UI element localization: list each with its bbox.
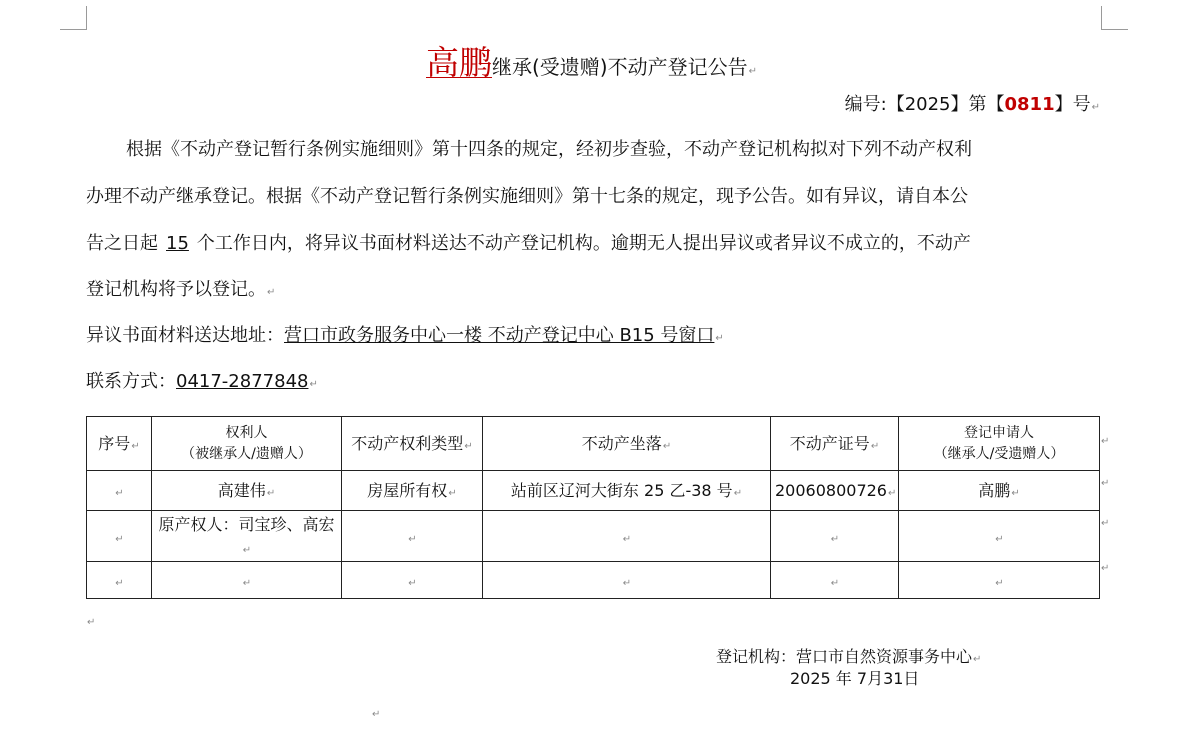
address-label: 异议书面材料送达地址： — [86, 325, 284, 346]
objection-address — [86, 321, 1104, 347]
body-text: 根据《不动产登记暂行条例实施细则》第十四条的规定，经初步查验，不动产登记机构拟对下列不动产权利 — [126, 139, 972, 160]
cell-location: 站前区辽河大街东 25 乙-38 号↵ — [483, 471, 771, 511]
row-end-mark-icon: ↵ — [1101, 563, 1110, 574]
notice-date — [790, 666, 919, 689]
page-corner-mark-top-right — [1101, 6, 1128, 30]
table-header-row — [87, 417, 1100, 471]
cell-holder: ↵ — [152, 562, 342, 599]
paragraph-mark-icon: ↵ — [309, 379, 318, 390]
cell-holder: 原产权人：司宝珍、高宏↵ — [152, 511, 342, 562]
cell-cert-no: ↵ — [771, 511, 899, 562]
footer-org-text: 登记机构：营口市自然资源事务中心 — [716, 647, 973, 666]
registration-org — [716, 644, 981, 667]
paragraph-mark-icon: ↵ — [715, 333, 724, 344]
doc-number-value: 0811 — [1004, 94, 1055, 115]
table-row — [87, 471, 1100, 511]
paragraph-mark-icon: ↵ — [1091, 102, 1100, 113]
cell-cert-no: 20060800726↵ — [771, 471, 899, 511]
paragraph-mark-icon: ↵ — [87, 617, 96, 628]
body-text: 个工作日内，将异议书面材料送达不动产登记机构。逾期无人提出异议或者异议不成立的，不动产 — [196, 233, 971, 254]
doc-number-suffix: 】号 — [1054, 94, 1091, 115]
contact-info — [86, 367, 1104, 393]
header-holder-title: 权利人 — [225, 424, 268, 441]
cell-holder: 高建伟↵ — [152, 471, 342, 511]
header-seq: 序号↵ — [87, 417, 152, 471]
body-line-3 — [86, 229, 1104, 255]
paragraph-mark-icon: ↵ — [748, 66, 757, 77]
property-table — [86, 416, 1100, 599]
body-text: 登记机构将予以登记。 — [86, 279, 266, 300]
contact-label: 联系方式： — [86, 371, 176, 392]
table-row — [87, 562, 1100, 599]
cell-cert-no: ↵ — [771, 562, 899, 599]
doc-number-prefix: 编号:【2025】第【 — [844, 94, 1005, 115]
cell-applicant: 高鹏↵ — [899, 471, 1100, 511]
body-text: 告之日起 — [86, 233, 158, 254]
document-number — [845, 90, 1100, 116]
cell-location: ↵ — [483, 562, 771, 599]
page-corner-mark-top-left — [60, 6, 87, 30]
header-holder — [152, 417, 342, 471]
title-person-name: 高鹏 — [426, 43, 492, 82]
row-end-mark-icon: ↵ — [1101, 518, 1110, 529]
contact-phone: 0417-2877848 — [176, 371, 309, 392]
header-holder-sub: （被继承人/遗赠人） — [181, 445, 312, 462]
cell-right-type: 房屋所有权↵ — [342, 471, 483, 511]
body-line-1 — [86, 135, 1104, 161]
row-end-mark-icon: ↵ — [1101, 478, 1110, 489]
cell-seq: ↵ — [87, 511, 152, 562]
address-value: 营口市政务服务中心一楼 不动产登记中心 B15 号窗口 — [284, 325, 715, 346]
cell-applicant: ↵ — [899, 562, 1100, 599]
paragraph-mark-icon: ↵ — [973, 654, 982, 665]
title-text: 继承(受遗赠)不动产登记公告 — [492, 55, 748, 79]
footer-date-text: 2025 年 7月31日 — [790, 669, 920, 688]
header-applicant — [899, 417, 1100, 471]
cell-right-type: ↵ — [342, 511, 483, 562]
header-applicant-sub: （继承人/受遗赠人） — [933, 445, 1065, 462]
cell-right-type: ↵ — [342, 562, 483, 599]
cell-seq: ↵ — [87, 471, 152, 511]
body-text: 办理不动产继承登记。根据《不动产登记暂行条例实施细则》第十七条的规定，现予公告。如有异议，请自本公 — [86, 186, 968, 207]
objection-days: 15 — [166, 233, 189, 254]
cell-seq: ↵ — [87, 562, 152, 599]
body-line-2 — [86, 182, 1104, 208]
cell-location: ↵ — [483, 511, 771, 562]
header-right-type: 不动产权利类型↵ — [342, 417, 483, 471]
row-end-mark-icon: ↵ — [1101, 436, 1110, 447]
body-line-4 — [86, 275, 1104, 301]
header-applicant-title: 登记申请人 — [964, 424, 1034, 441]
paragraph-mark-icon: ↵ — [267, 287, 276, 298]
notice-title — [0, 37, 1183, 84]
paragraph-mark-icon: ↵ — [372, 709, 381, 720]
header-cert-no: 不动产证号↵ — [771, 417, 899, 471]
table-row — [87, 511, 1100, 562]
header-location: 不动产坐落↵ — [483, 417, 771, 471]
cell-applicant: ↵ — [899, 511, 1100, 562]
